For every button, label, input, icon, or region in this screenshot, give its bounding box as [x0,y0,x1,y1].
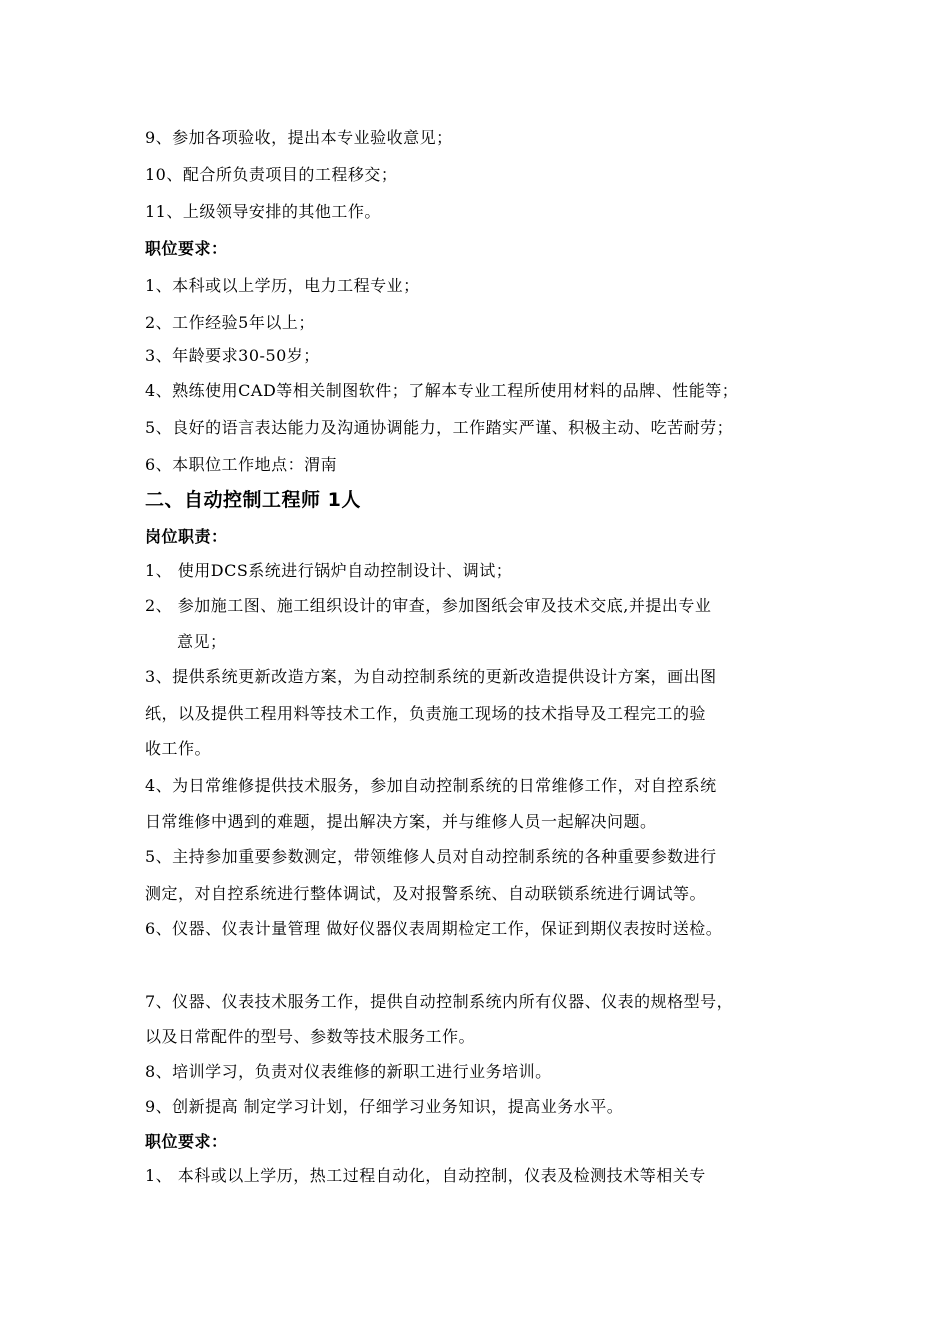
duty-item-1: 1、 使用DCS系统进行锅炉自动控制设计、调试； [145,561,513,580]
duty-item-3: 3、提供系统更新改造方案，为自动控制系统的更新改造提供设计方案，画出图 [145,667,717,686]
duty-item-7: 7、仪器、仪表技术服务工作，提供自动控制系统内所有仪器、仪表的规格型号， [145,992,734,1011]
duty-item-3-cont-1: 纸，以及提供工程用料等技术工作，负责施工现场的技术指导及工程完工的验 [145,704,707,723]
duty-item-2-cont: 意见； [177,632,227,651]
requirement-item-3: 3、年龄要求30-50岁； [145,346,320,365]
duty-item-9b: 9、创新提高 制定学习计划，仔细学习业务知识，提高业务水平。 [145,1097,624,1116]
duty-item-8: 8、培训学习，负责对仪表维修的新职工进行业务培训。 [145,1062,552,1081]
duty-item-9: 9、参加各项验收，提出本专业验收意见； [145,128,453,147]
section-label-duties: 岗位职责： [145,527,228,546]
requirement-item-1b: 1、 本科或以上学历，热工过程自动化，自动控制，仪表及检测技术等相关专 [145,1166,706,1185]
duty-item-5-cont: 测定，对自控系统进行整体调试，及对报警系统、自动联锁系统进行调试等。 [145,884,707,903]
duty-item-10: 10、配合所负责项目的工程移交； [145,165,398,184]
duty-item-6: 6、仪器、仪表计量管理 做好仪器仪表周期检定工作，保证到期仪表按时送检。 [145,919,723,938]
duty-item-4: 4、为日常维修提供技术服务，参加自动控制系统的日常维修工作，对自控系统 [145,776,717,795]
duty-item-3-cont-2: 收工作。 [145,739,212,758]
duty-item-7-cont: 以及日常配件的型号、参数等技术服务工作。 [145,1027,476,1046]
duty-item-5: 5、主持参加重要参数测定，带领维修人员对自动控制系统的各种重要参数进行 [145,847,717,866]
requirement-item-4: 4、熟练使用CAD等相关制图软件；了解本专业工程所使用材料的品牌、性能等； [145,381,739,400]
requirement-item-2: 2、工作经验5年以上； [145,313,315,332]
section-label-requirements-2: 职位要求： [145,1132,228,1151]
duty-item-11: 11、上级领导安排的其他工作。 [145,202,381,221]
section-label-requirements: 职位要求： [145,239,228,258]
duty-item-4-cont: 日常维修中遇到的难题，提出解决方案，并与维修人员一起解决问题。 [145,812,657,831]
requirement-item-6: 6、本职位工作地点：渭南 [145,455,338,474]
duty-item-2: 2、 参加施工图、施工组织设计的审查，参加图纸会审及技术交底,并提出专业 [145,596,712,615]
requirement-item-5: 5、良好的语言表达能力及沟通协调能力，工作踏实严谨、积极主动、吃苦耐劳； [145,418,734,437]
section-heading-automation-engineer: 二、自动控制工程师 1人 [145,489,361,511]
requirement-item-1: 1、本科或以上学历，电力工程专业； [145,276,420,295]
